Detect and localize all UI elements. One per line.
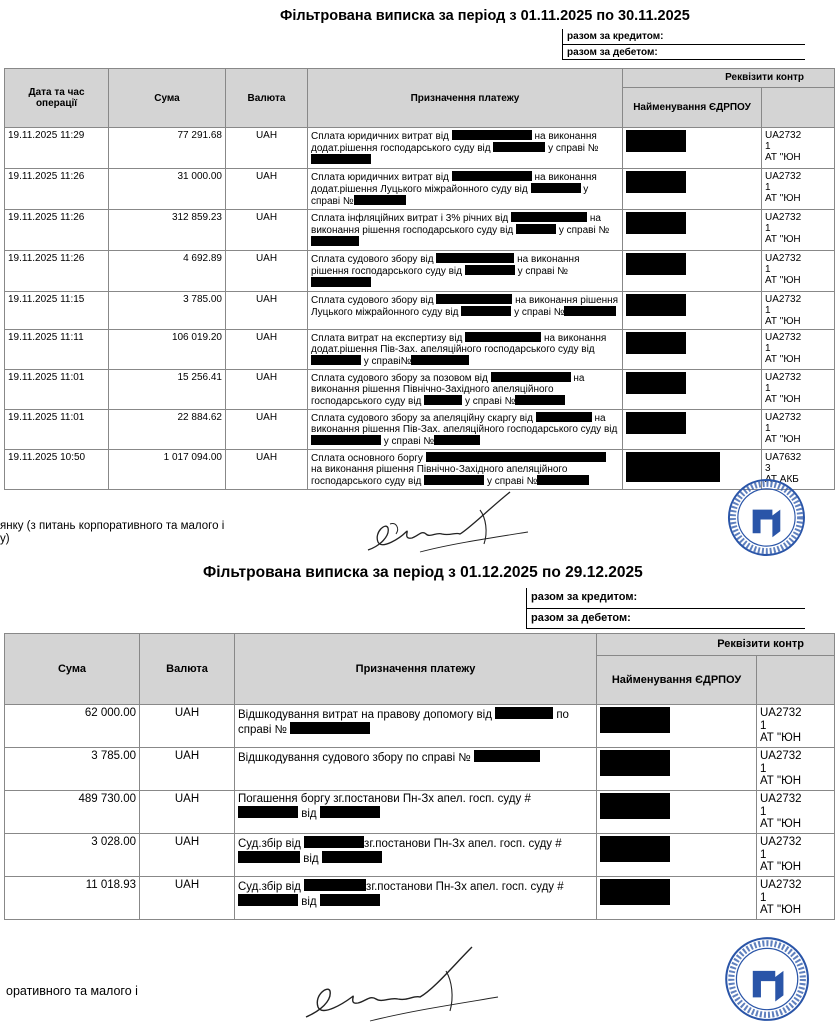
redaction-block [238, 851, 300, 863]
redaction-block [493, 142, 545, 152]
statement-1-totals [562, 29, 805, 60]
counterparty-account: UA2732 1 АТ "ЮН [762, 210, 835, 251]
header-name: Найменування ЄДРПОУ [623, 87, 762, 127]
currency: UAH [140, 834, 235, 877]
counterparty-name [623, 128, 762, 169]
credit-total-label: разом за кредитом: [531, 591, 638, 603]
statement-1-table [4, 68, 805, 487]
header-amount: Сума [109, 69, 226, 128]
redaction-block [461, 306, 511, 316]
signature-icon [360, 488, 530, 558]
counterparty-account: UA2732 1 АТ "ЮН [762, 410, 835, 450]
payment-purpose: Сплата юридичних витрат від на виконання додат.рішення Луцького міжрайонного суду від у справі № [308, 169, 623, 210]
redaction-block [426, 452, 606, 462]
counterparty-name [623, 292, 762, 330]
redaction-block [436, 253, 514, 263]
amount: 31 000.00 [109, 169, 226, 210]
redaction-block [311, 236, 359, 246]
table-row [5, 292, 835, 330]
counterparty-account: UA2732 1 АТ "ЮН [762, 370, 835, 410]
operation-datetime: 19.11.2025 11:01 [5, 410, 109, 450]
operation-datetime: 19.11.2025 11:01 [5, 370, 109, 410]
table-row [5, 877, 835, 920]
statement-2-table [4, 633, 804, 917]
counterparty-name [623, 169, 762, 210]
currency: UAH [140, 877, 235, 920]
payment-purpose: Сплата інфляційних витрат і 3% річних від на виконання рішення господарського суду від у справі № [308, 210, 623, 251]
credit-total-label: разом за кредитом: [567, 31, 664, 42]
payment-purpose: Сплата судового збору від на виконання рішення господарського суду від у справі № [308, 251, 623, 292]
redaction-block [436, 294, 512, 304]
statement-2-totals [526, 588, 805, 629]
counterparty-account: UA2732 1 АТ "ЮН [762, 330, 835, 370]
table-row [5, 748, 835, 791]
currency: UAH [226, 450, 308, 490]
payment-purpose: Суд.збір від зг.постанови Пн-Зх апел. госп. суду # від [235, 834, 597, 877]
currency: UAH [140, 791, 235, 834]
redaction-block [354, 195, 406, 205]
redaction-block [311, 277, 371, 287]
counterparty-name [597, 791, 757, 834]
currency: UAH [226, 169, 308, 210]
amount: 11 018.93 [5, 877, 140, 920]
bank-stamp-icon [725, 476, 804, 555]
counterparty-name [623, 210, 762, 251]
table-row [5, 450, 835, 490]
operation-datetime: 19.11.2025 11:15 [5, 292, 109, 330]
redaction-block [434, 435, 480, 445]
redaction-block [320, 806, 380, 818]
debit-total-label: разом за дебетом: [527, 608, 805, 628]
counterparty-name [597, 705, 757, 748]
debit-total-label: разом за дебетом: [563, 44, 805, 59]
currency: UAH [226, 410, 308, 450]
header-requisites: Реквізити контр [623, 69, 835, 88]
statement-1-title: Фільтрована виписка за період з 01.11.2025 по 30.11.2025 [280, 8, 690, 24]
currency: UAH [226, 210, 308, 251]
currency: UAH [140, 705, 235, 748]
header-currency: Валюта [226, 69, 308, 128]
redaction-block [495, 707, 553, 719]
redaction-block [311, 355, 361, 365]
table-row [5, 210, 835, 251]
counterparty-account: UA2732 1 АТ "ЮН [757, 877, 835, 920]
counterparty-account: UA2732 1 АТ "ЮН [762, 292, 835, 330]
payment-purpose: Погашення боргу зг.постанови Пн-Зх апел. госп. суду # від [235, 791, 597, 834]
amount: 77 291.68 [109, 128, 226, 169]
counterparty-account: UA2732 1 АТ "ЮН [757, 791, 835, 834]
currency: UAH [226, 292, 308, 330]
redaction-block [516, 224, 556, 234]
signature-icon [300, 945, 500, 1025]
payment-purpose: Сплата судового збору за позовом від на виконання рішення Північно-Західного апеляційного господарського суду від у справі № [308, 370, 623, 410]
redaction-block [491, 372, 571, 382]
table-row [5, 410, 835, 450]
header-account [757, 655, 835, 705]
redaction-block [465, 332, 541, 342]
payment-purpose: Сплата судового збору за апеляційну скаргу від на виконання рішення Пів-Зах. апеляційного господарського суду від у справі № [308, 410, 623, 450]
table-row [5, 330, 835, 370]
header-requisites: Реквізити контр [597, 634, 835, 656]
operation-datetime: 19.11.2025 11:29 [5, 128, 109, 169]
payment-purpose: Сплата витрат на експертизу від на виконання додат.рішення Пів-Зах. апеляційного господарського суду від у справі№ [308, 330, 623, 370]
amount: 312 859.23 [109, 210, 226, 251]
payment-purpose: Сплата юридичних витрат від на виконання додат.рішення господарського суду від у справі № [308, 128, 623, 169]
table-row [5, 834, 835, 877]
operation-datetime: 19.11.2025 11:26 [5, 251, 109, 292]
currency: UAH [226, 330, 308, 370]
redaction-block [452, 171, 532, 181]
amount: 3 028.00 [5, 834, 140, 877]
statement-2-footer: оративного та малого і [6, 984, 138, 998]
operation-datetime: 19.11.2025 10:50 [5, 450, 109, 490]
currency: UAH [226, 128, 308, 169]
payment-purpose: Суд.збір від зг.постанови Пн-Зх апел. госп. суду # від [235, 877, 597, 920]
operation-datetime: 19.11.2025 11:26 [5, 169, 109, 210]
currency: UAH [140, 748, 235, 791]
counterparty-name [597, 877, 757, 920]
amount: 15 256.41 [109, 370, 226, 410]
header-purpose: Призначення платежу [235, 634, 597, 705]
redaction-block [311, 154, 371, 164]
currency: UAH [226, 370, 308, 410]
counterparty-name [623, 251, 762, 292]
bank-stamp-icon [722, 930, 804, 1024]
redaction-block [474, 750, 540, 762]
operation-datetime: 19.11.2025 11:11 [5, 330, 109, 370]
header-amount: Сума [5, 634, 140, 705]
header-account [762, 87, 835, 127]
counterparty-name [623, 410, 762, 450]
redaction-block [537, 475, 589, 485]
amount: 1 017 094.00 [109, 450, 226, 490]
table-row [5, 128, 835, 169]
table-row [5, 251, 835, 292]
header-currency: Валюта [140, 634, 235, 705]
payment-purpose: Сплата судового збору від на виконання рішення Луцького міжрайонного суду від у справі № [308, 292, 623, 330]
table-row [5, 169, 835, 210]
currency: UAH [226, 251, 308, 292]
header-purpose: Призначення платежу [308, 69, 623, 128]
amount: 62 000.00 [5, 705, 140, 748]
redaction-block [511, 212, 587, 222]
redaction-block [320, 894, 380, 906]
amount: 106 019.20 [109, 330, 226, 370]
counterparty-name [623, 330, 762, 370]
redaction-block [465, 265, 515, 275]
statement-2-title: Фільтрована виписка за період з 01.12.2025 по 29.12.2025 [203, 564, 643, 581]
table-row [5, 370, 835, 410]
redaction-block [311, 435, 381, 445]
counterparty-account: UA2732 1 АТ "ЮН [762, 169, 835, 210]
redaction-block [304, 836, 364, 848]
header-name: Найменування ЄДРПОУ [597, 655, 757, 705]
amount: 489 730.00 [5, 791, 140, 834]
operation-datetime: 19.11.2025 11:26 [5, 210, 109, 251]
payment-purpose: Відшкодування витрат на правову допомогу від по справі № [235, 705, 597, 748]
table-row [5, 705, 835, 748]
counterparty-account: UA2732 1 АТ "ЮН [762, 251, 835, 292]
counterparty-account: UA2732 1 АТ "ЮН [757, 705, 835, 748]
redaction-block [564, 306, 616, 316]
counterparty-name [623, 370, 762, 410]
statement-1-footer: янку (з питань корпоративного та малого і у) [0, 520, 225, 545]
counterparty-name [597, 748, 757, 791]
payment-purpose: Сплата основного боргу на виконання рішення Північно-Західного апеляційного господарського суду від у справі № [308, 450, 623, 490]
amount: 22 884.62 [109, 410, 226, 450]
counterparty-account: UA2732 1 АТ "ЮН [762, 128, 835, 169]
counterparty-account: UA7632 3 АТ АКБ [762, 450, 835, 490]
amount: 3 785.00 [109, 292, 226, 330]
counterparty-name [597, 834, 757, 877]
counterparty-account: UA2732 1 АТ "ЮН [757, 834, 835, 877]
table-row [5, 791, 835, 834]
redaction-block [515, 395, 565, 405]
redaction-block [536, 412, 592, 422]
amount: 3 785.00 [5, 748, 140, 791]
redaction-block [424, 475, 484, 485]
redaction-block [322, 851, 382, 863]
redaction-block [424, 395, 462, 405]
redaction-block [304, 879, 366, 891]
redaction-block [238, 894, 298, 906]
redaction-block [238, 806, 298, 818]
payment-purpose: Відшкодування судового збору по справі № [235, 748, 597, 791]
redaction-block [411, 355, 469, 365]
redaction-block [531, 183, 581, 193]
header-datetime: Дата та час операції [5, 69, 109, 128]
redaction-block [452, 130, 532, 140]
redaction-block [290, 722, 370, 734]
amount: 4 692.89 [109, 251, 226, 292]
counterparty-account: UA2732 1 АТ "ЮН [757, 748, 835, 791]
